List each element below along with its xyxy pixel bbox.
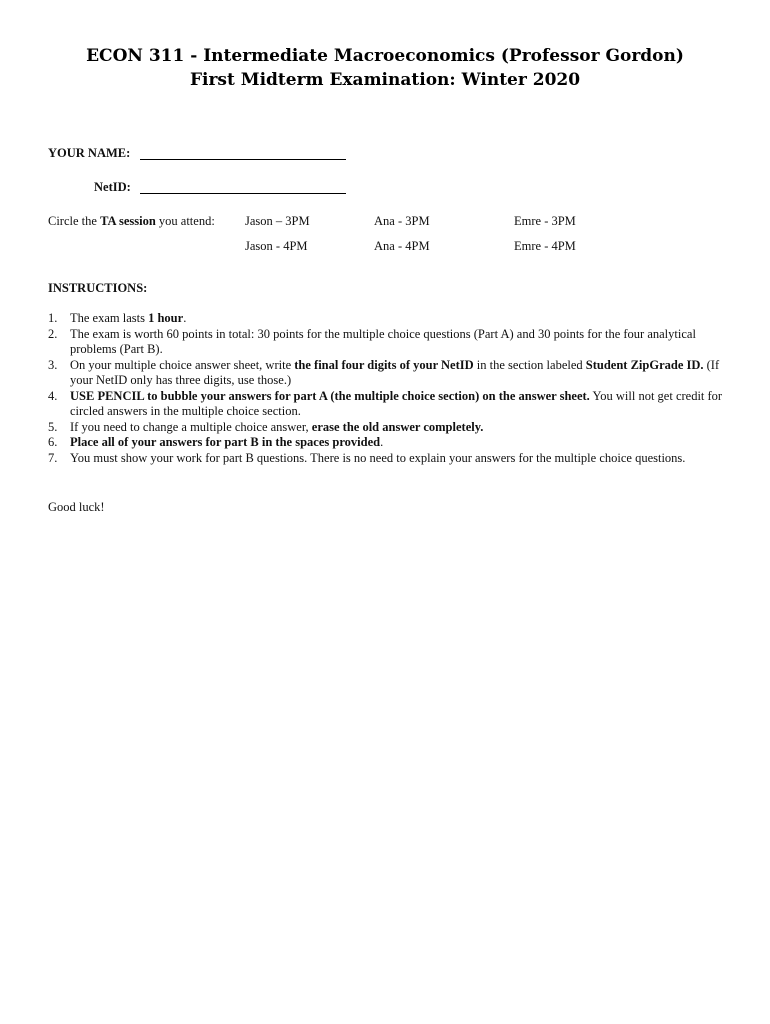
- ta-option[interactable]: Jason - 4PM: [245, 239, 308, 253]
- netid-field-line[interactable]: [140, 193, 346, 194]
- netid-label: NetID:: [94, 180, 131, 194]
- instruction-item: [48, 311, 728, 327]
- instruction-emphasis: Place all of your answers for part B in the spaces provided: [70, 435, 381, 449]
- instruction-text: The exam lasts: [70, 311, 149, 325]
- ta-option[interactable]: Emre - 4PM: [514, 239, 576, 253]
- ta-prompt-bold: TA session: [100, 214, 156, 228]
- instruction-emphasis: 1 hour: [148, 311, 184, 325]
- instruction-emphasis: the final four digits of your NetID: [294, 357, 474, 372]
- name-field-line[interactable]: [140, 159, 346, 160]
- good-luck-text: Good luck!: [48, 500, 105, 514]
- instruction-number: 3.: [48, 357, 58, 372]
- instruction-emphasis: USE PENCIL to bubble your answers for part A (the multiple choice section) on the answer sheet.: [70, 388, 590, 403]
- instruction-text: You must show your work for part B questions. There is no need to explain your answers for the multiple choice questions.: [70, 450, 686, 465]
- instruction-item: [48, 358, 728, 389]
- instruction-number: 6.: [48, 435, 58, 449]
- ta-prompt-suffix: you attend:: [155, 214, 215, 228]
- instruction-number: 7.: [48, 450, 58, 465]
- instruction-text: (If your NetID only has three digits, use those.): [70, 357, 720, 387]
- instructions-list: [48, 311, 728, 466]
- ta-option[interactable]: Ana - 3PM: [374, 214, 430, 228]
- instruction-item: [48, 420, 728, 436]
- instruction-number: 4.: [48, 388, 58, 403]
- instruction-text: You will not get credit for circled answers in the multiple choice section.: [70, 388, 723, 418]
- ta-option[interactable]: Jason – 3PM: [245, 214, 310, 228]
- ta-option[interactable]: Emre - 3PM: [514, 214, 576, 228]
- instruction-text: If you need to change a multiple choice answer,: [70, 419, 312, 434]
- exam-title: ECON 311 - Intermediate Macroeconomics (Professor Gordon): [86, 46, 684, 66]
- instruction-number: 1.: [48, 311, 58, 325]
- instruction-emphasis: erase the old answer completely.: [311, 419, 484, 434]
- instruction-text: .: [380, 435, 384, 449]
- name-label: YOUR NAME:: [48, 146, 131, 160]
- instruction-text: The exam is worth 60 points in total: 30 points for the multiple choice questions (Part A) and 30 points for the four analytical problems (Part B).: [70, 326, 696, 356]
- ta-session-prompt: [48, 214, 215, 229]
- instruction-item: [48, 451, 728, 467]
- instruction-number: 5.: [48, 419, 58, 434]
- instruction-text: On your multiple choice answer sheet, write: [70, 357, 295, 372]
- instruction-text: in the section labeled: [473, 357, 586, 372]
- instruction-item: [48, 389, 728, 420]
- instruction-item: [48, 327, 728, 358]
- exam-subtitle: First Midterm Examination: Winter 2020: [189, 70, 581, 90]
- instruction-text: .: [183, 311, 187, 325]
- instruction-item: [48, 435, 728, 451]
- instruction-emphasis: Student ZipGrade ID.: [585, 357, 704, 372]
- instructions-heading: INSTRUCTIONS:: [48, 281, 148, 295]
- ta-prompt-prefix: Circle the: [48, 214, 101, 228]
- ta-option[interactable]: Ana - 4PM: [374, 239, 430, 253]
- instruction-number: 2.: [48, 326, 58, 341]
